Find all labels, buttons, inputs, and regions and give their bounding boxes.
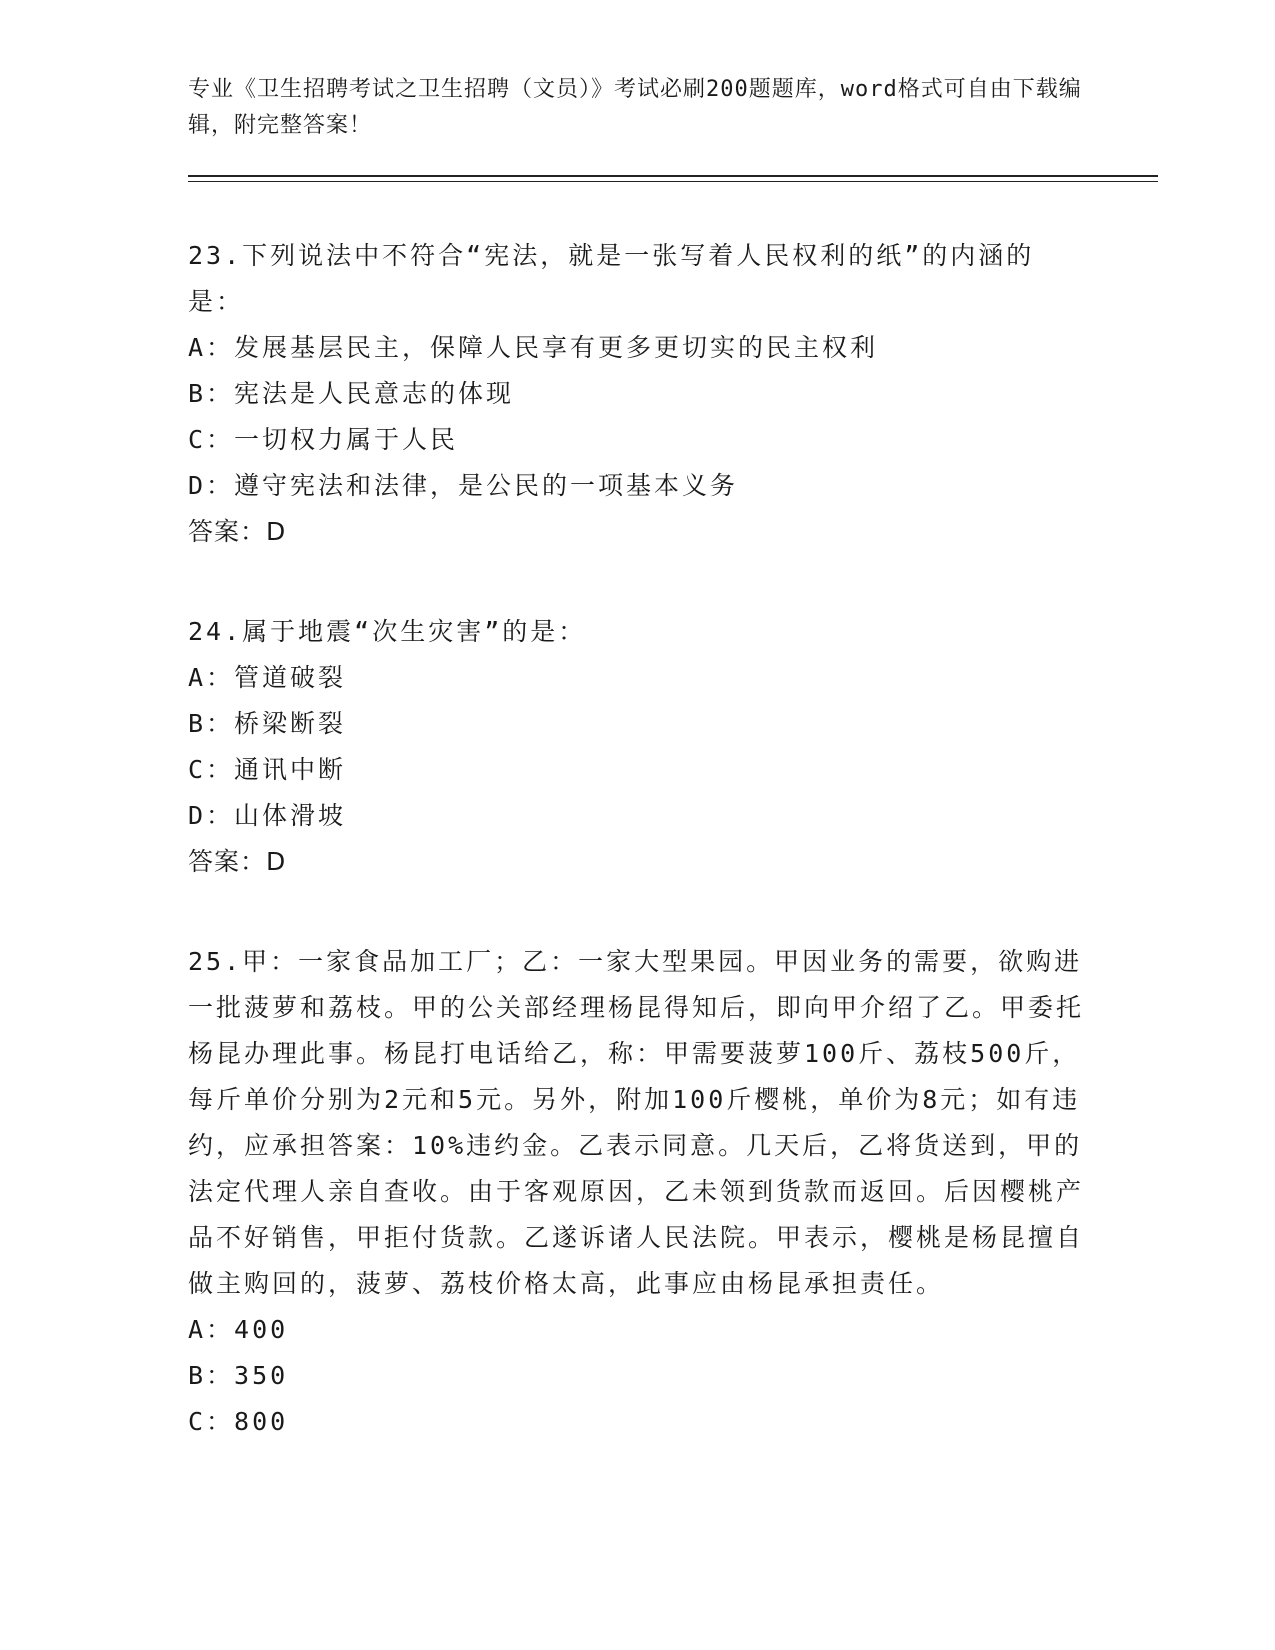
answer-line: 答案：D bbox=[188, 847, 287, 876]
option-a: A：发展基层民主，保障人民享有更多更切实的民主权利 bbox=[188, 333, 879, 362]
question-stem: 24.属于地震“次生灾害”的是： bbox=[188, 617, 587, 646]
question-25 bbox=[188, 939, 1088, 1445]
option-d: D：山体滑坡 bbox=[188, 801, 347, 830]
option-b: B：桥梁断裂 bbox=[188, 709, 347, 738]
option-c: C：一切权力属于人民 bbox=[188, 425, 459, 454]
header-divider-thin bbox=[188, 181, 1158, 182]
answer-line: 答案：D bbox=[188, 517, 287, 546]
option-d: D：遵守宪法和法律，是公民的一项基本义务 bbox=[188, 471, 739, 500]
option-b: B：350 bbox=[188, 1361, 289, 1390]
question-24 bbox=[188, 609, 1088, 885]
question-stem: 25.甲：一家食品加工厂；乙：一家大型果园。甲因业务的需要，欲购进一批菠萝和荔枝。甲的公关部经理杨昆得知后，即向甲介绍了乙。甲委托杨昆办理此事。杨昆打电话给乙，称：甲需要菠萝100斤、荔枝500斤，每斤单价分别为2元和5元。另外，附加100斤樱桃，单价为8元；如有违约，应承担答案：10%违约金。乙表示同意。几天后，乙将货送到，甲的法定代理人亲自查收。由于客观原因，乙未领到货款而返回。后因樱桃产品不好销售，甲拒付货款。乙遂诉诸人民法院。甲表示，樱桃是杨昆擅自做主购回的，菠萝、荔枝价格太高，此事应由杨昆承担责任。 bbox=[188, 947, 1085, 1298]
header-divider-thick bbox=[188, 175, 1158, 177]
document-header: 专业《卫生招聘考试之卫生招聘（文员）》考试必刷200题题库，word格式可自由下载编辑，附完整答案！ bbox=[188, 77, 1082, 138]
option-a: A：400 bbox=[188, 1315, 289, 1344]
option-a: A：管道破裂 bbox=[188, 663, 347, 692]
question-23 bbox=[188, 233, 1088, 555]
question-list bbox=[188, 233, 1088, 1499]
option-c: C：800 bbox=[188, 1407, 289, 1436]
question-stem: 23.下列说法中不符合“宪法，就是一张写着人民权利的纸”的内涵的是： bbox=[188, 241, 1035, 316]
option-c: C：通讯中断 bbox=[188, 755, 347, 784]
option-b: B：宪法是人民意志的体现 bbox=[188, 379, 515, 408]
